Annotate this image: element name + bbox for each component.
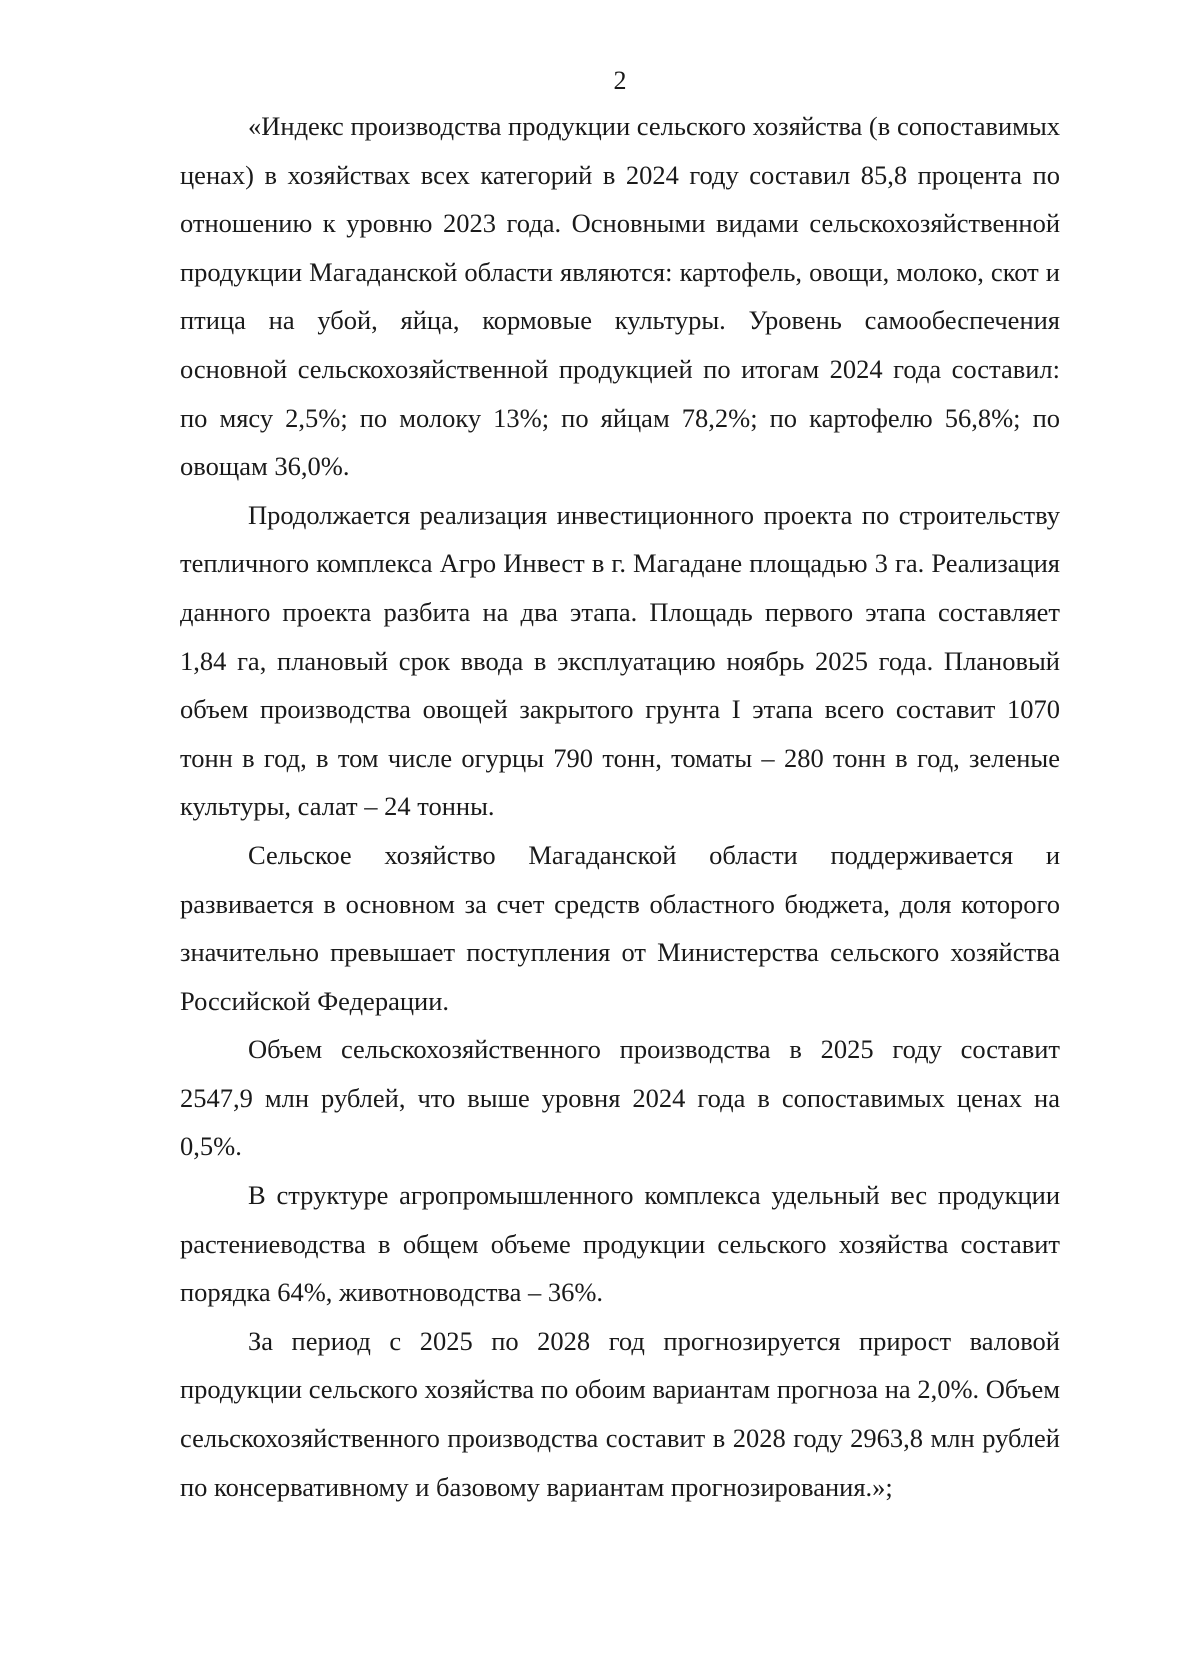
page-number: 2: [613, 66, 627, 95]
paragraph-forecast-2028: За период с 2025 по 2028 год прогнозируется прирост валовой продукции сельского хозяйства по обоим вариантам прогноза на 2,0%. Объем сельскохозяйственного производства составит в 2028 году 2963,8 млн рублей по консервативному и базовому вариантам прогнозирования.»;: [180, 1325, 1060, 1502]
paragraph-production-volume-2025: Объем сельскохозяйственного производства в 2025 году составит 2547,9 млн рублей, что выше уровня 2024 года в сопоставимых ценах на 0,5%.: [180, 1034, 1060, 1162]
paragraph-agro-structure: В структуре агропромышленного комплекса удельный вес продукции растениеводства в общем объеме продукции сельского хозяйства составит порядка 64%, животноводства – 36%.: [180, 1180, 1060, 1308]
paragraph-budget-support: Сельское хозяйство Магаданской области поддерживается и развивается в основном за счет средств областного бюджета, доля которого значительно превышает поступления от Министерства сельского хозяйства Российской Федерации.: [180, 839, 1060, 1016]
paragraph-greenhouse-project: Продолжается реализация инвестиционного проекта по строительству тепличного комплекса Агро Инвест в г. Магадане площадью 3 га. Реализация данного проекта разбита на два этапа. Площадь первого этапа составляет 1,84 га, плановый срок ввода в эксплуатацию ноябрь 2025 года. Плановый объем производства овощей закрытого грунта I этапа всего составит 1070 тонн в год, в том числе огурцы 790 тонн, томаты – 280 тонн в год, зеленые культуры, салат – 24 тонны.: [180, 499, 1060, 822]
paragraph-agri-production-index: «Индекс производства продукции сельского хозяйства (в сопоставимых ценах) в хозяйствах всех категорий в 2024 году составил 85,8 процента по отношению к уровню 2023 года. Основными видами сельскохозяйственной продукции Магаданской области являются: картофель, овощи, молоко, скот и птица на убой, яйца, кормовые культуры. Уровень самообеспечения основной сельскохозяйственной продукцией по итогам 2024 года составил: по мясу 2,5%; по молоку 13%; по яйцам 78,2%; по картофелю 56,8%; по овощам 36,0%.: [180, 111, 1060, 482]
document-body: [180, 102, 1060, 1511]
